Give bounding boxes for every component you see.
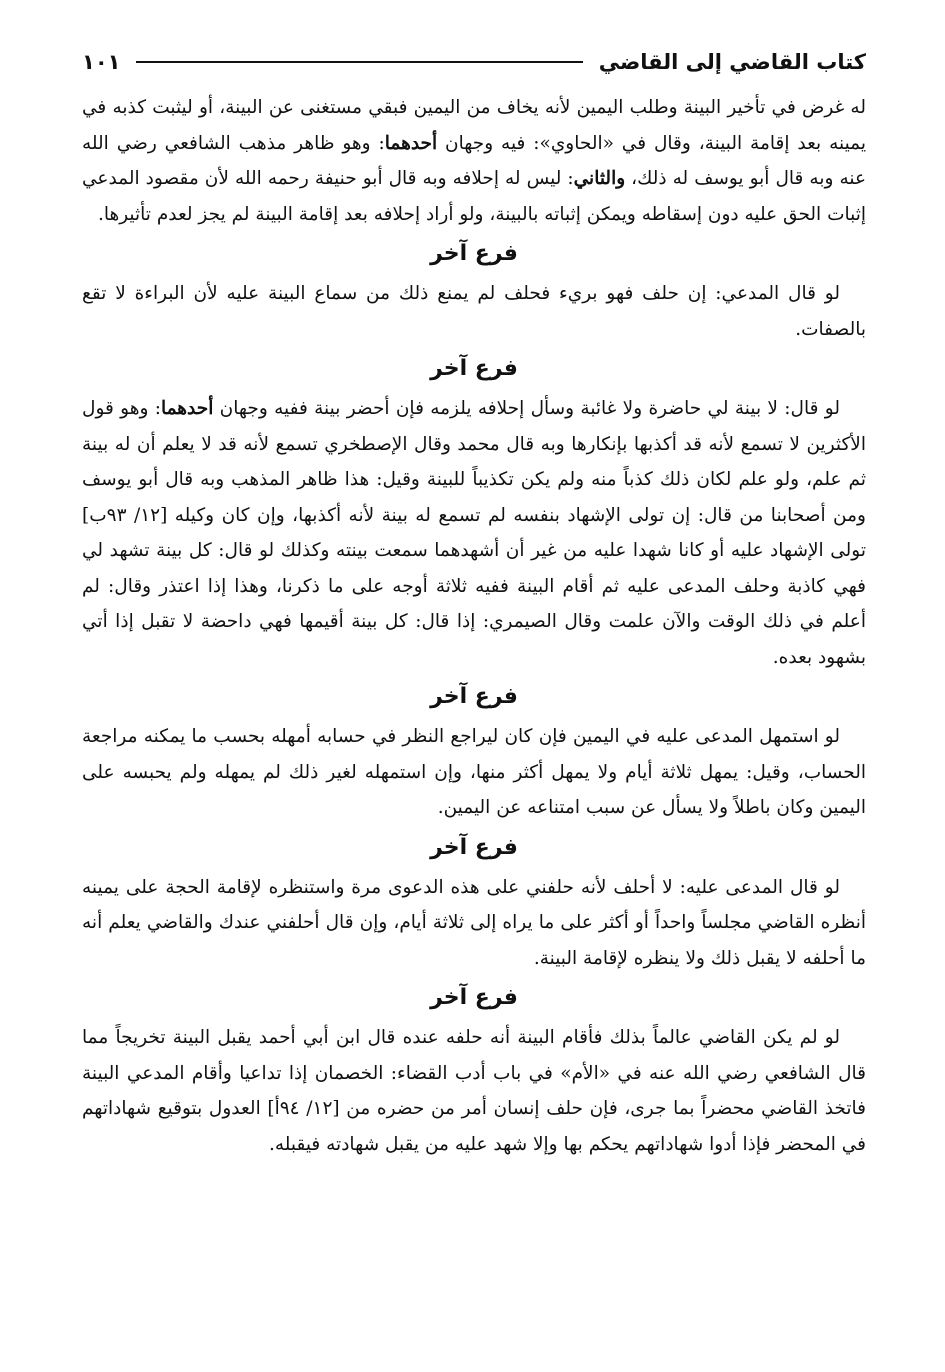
page-body — [82, 90, 866, 1162]
section-heading-5: فرع آخر — [430, 985, 518, 1010]
paragraph-5 — [82, 870, 866, 977]
paragraph-1-part-2: : وهو ظاهر مذهب الشافعي رضي الله عنه وبه قال أبو يوسف له ذلك، — [82, 132, 866, 189]
book-page — [82, 40, 866, 1162]
paragraph-4 — [82, 719, 866, 826]
section-heading-3: فرع آخر — [430, 684, 518, 709]
paragraph-5-text: لو قال المدعى عليه: لا أحلف لأنه حلفني على هذه الدعوى مرة واستنظره لإقامة الحجة على يمينه أنظره القاضي مجلساً واحداً أو أكثر على ما يراه إلى ثلاثة أيام، وإن قال أحلفني عندك والقاضي يعلم أنه ما أحلفه لا يقبل ذلك ولا ينظره لإقامة البينة. — [82, 876, 866, 969]
running-header — [82, 40, 866, 84]
paragraph-3-bold-first: أحدهما — [160, 398, 214, 419]
paragraph-3-part-2: : وهو قول الأكثرين لا تسمع لأنه قد أكذبها بإنكارها وبه قال محمد وقال الإصطخري تسمع لأنه قد لا يعلم أن له بينة ثم علم، ولو علم لكان ذلك كذباً منه ولم يكن تكذيباً للبينة وقيل: هذا ظاهر المذهب وبه قال أبو يوسف ومن أصحابنا من قال: إن تولى الإشهاد بنفسه لم تسمع له بينة لأنه أكذبها، وإن كان وكيله [١٢/ ٩٣ب] تولى الإشهاد عليه أو كانا شهدا عليه من غير أن أشهدهما سمعت بينته وكذلك لو قال: كل بينة تشهد لي فهي كاذبة وحلف المدعى عليه ثم أقام البينة ففيه ثلاثة أوجه على ما ذكرنا، وهذا إذا اعتذر وقال: لم أعلم في ذلك الوقت والآن علمت وقال الصيمري: إذا قال: كل بينة أقيمها فهي داحضة لا تقبل إذا أتي بشهود بعده. — [82, 398, 866, 668]
paragraph-2-text: لو قال المدعي: إن حلف فهو بريء فحلف لم يمنع ذلك من سماع البينة عليه لأن البراءة لا تقع بالصفات. — [82, 283, 866, 340]
paragraph-4-text: لو استمهل المدعى عليه في اليمين فإن كان ليراجع النظر في حسابه أمهله بحسب ما يمكنه مراجعة الحساب، وقيل: يمهل ثلاثة أيام ولا يمهل أكثر منها، وإن استمهله لغير ذلك لم يمهله ولم يحبسه على اليمين وكان باطلاً ولا يسأل عن سبب امتناعه عن اليمين. — [82, 726, 866, 818]
page-number: ١٠١ — [82, 50, 121, 74]
paragraph-1-bold-first: أحدهما — [384, 132, 438, 154]
book-title: كتاب القاضي إلى القاضي — [598, 50, 866, 74]
paragraph-1-part-3: : ليس له إحلافه وبه قال أبو حنيفة رحمه الله لأن مقصود المدعي إثبات الحق عليه دون إسقاطه ويمكن إثباته بالبينة، ولو أراد إحلافه بعد إقامة البينة لم يجز لعدم تأثيرها. — [82, 168, 866, 225]
paragraph-6-text: لو لم يكن القاضي عالماً بذلك فأقام البينة أنه حلفه عنده قال ابن أبي أحمد يقبل البينة تخريجاً مما قال الشافعي رضي الله عنه في «الأم» في باب أدب القضاء: الخصمان إذا تداعيا وأقام المدعي البينة فاتخذ القاضي محضراً بما جرى، فإن حلف إنسان أمر من حضره من [١٢/ ٩٤أ] العدول بتوقيع شهاداتهم في المحضر فإذا أدوا شهاداتهم يحكم بها وإلا شهد عليه من يقبل شهادته فيقبله. — [82, 1027, 866, 1155]
paragraph-3-part-1: لو قال: لا بينة لي حاضرة ولا غائبة وسأل إحلافه يلزمه فإن أحضر بينة ففيه وجهان — [213, 398, 840, 419]
section-heading-4: فرع آخر — [430, 834, 518, 860]
section-heading-2: فرع آخر — [430, 356, 518, 381]
paragraph-1-part-1: له غرض في تأخير البينة وطلب اليمين لأنه يخاف من اليمين فبقي مستغنى عن البينة، أو ليثبت كذبه في يمينه بعد إقامة البينة، وقال في «الحاوي»: فيه وجهان — [82, 97, 866, 154]
paragraph-1 — [82, 90, 866, 232]
paragraph-3 — [82, 391, 866, 675]
paragraph-6 — [82, 1020, 866, 1162]
section-heading-1: فرع آخر — [430, 241, 518, 266]
paragraph-2 — [82, 276, 866, 347]
paragraph-1-bold-second: والثاني — [573, 168, 626, 189]
header-rule — [136, 61, 582, 63]
